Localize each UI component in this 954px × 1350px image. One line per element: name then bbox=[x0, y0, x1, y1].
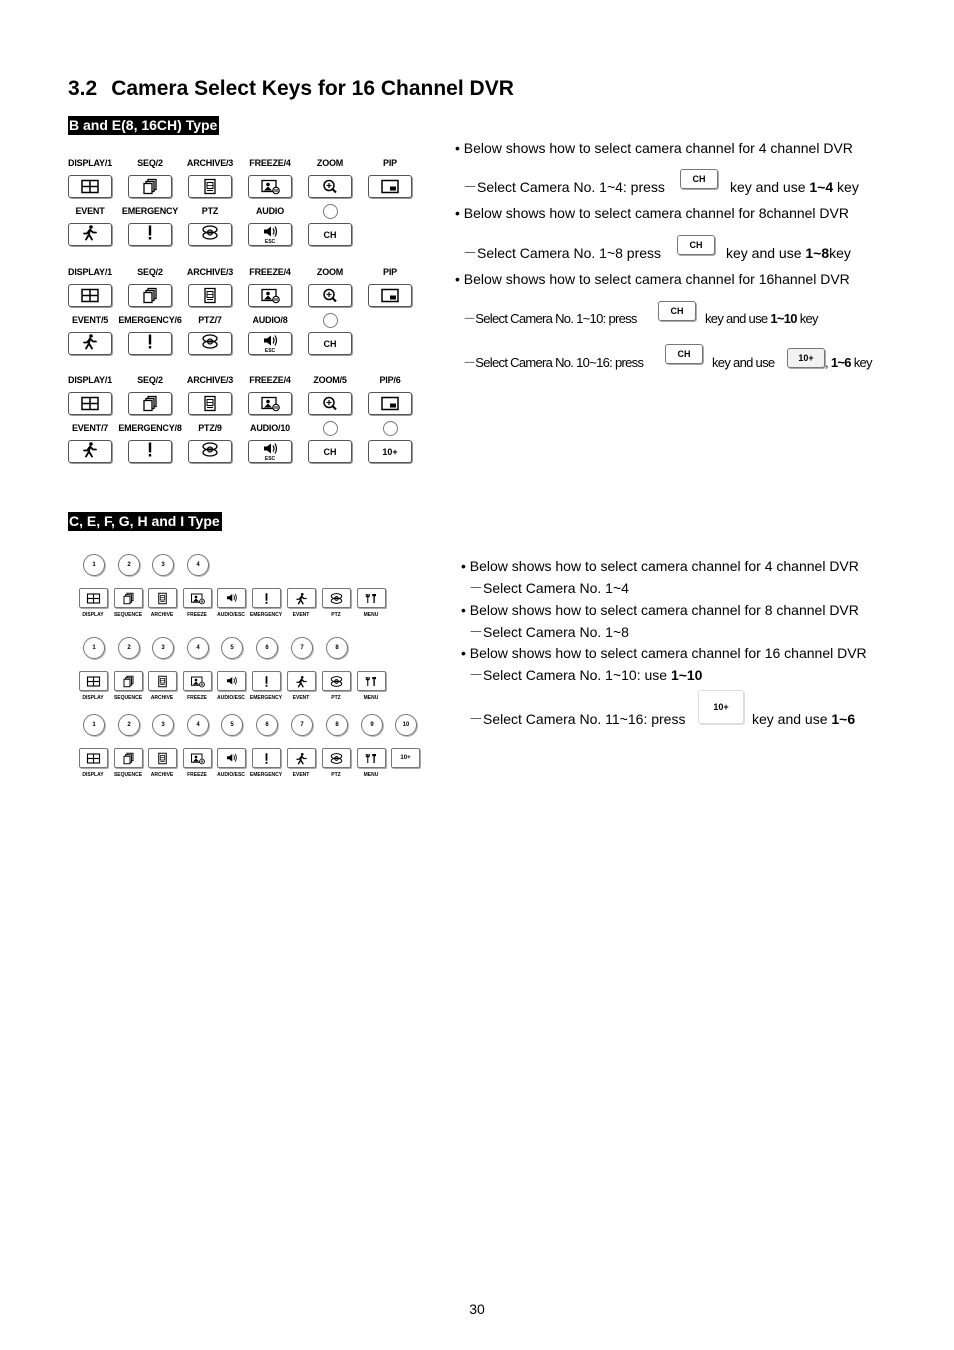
seq-icon bbox=[121, 592, 136, 605]
number-button-1[interactable]: 1 bbox=[83, 714, 105, 736]
freeze-icon bbox=[260, 395, 280, 412]
emergency-key-label: EMERGENCY/8 bbox=[118, 423, 182, 433]
ptz-key-label: PTZ/7 bbox=[198, 315, 222, 325]
pip-key-label: PIP bbox=[383, 158, 397, 168]
number-button-1[interactable]: 1 bbox=[83, 554, 105, 576]
event-key[interactable] bbox=[287, 748, 316, 768]
freeze-key[interactable] bbox=[248, 284, 292, 307]
event-key[interactable] bbox=[287, 671, 316, 691]
audio-key-label: AUDIO/10 bbox=[250, 423, 290, 433]
ptz-icon bbox=[200, 333, 220, 350]
emergency-key-label: EMERGENCY bbox=[249, 695, 283, 701]
s2-bullet-16ch: • Below shows how to select camera channel for 16 channel DVR bbox=[461, 645, 867, 661]
freeze-icon bbox=[190, 675, 205, 688]
ptz-key-label: PTZ bbox=[331, 612, 341, 618]
audio-esc-key[interactable] bbox=[217, 748, 246, 768]
freeze-icon bbox=[260, 287, 280, 304]
ptz-icon bbox=[200, 224, 220, 241]
emergency-key-label: EMERGENCY/6 bbox=[118, 315, 182, 325]
event-key[interactable] bbox=[68, 332, 112, 355]
display-key-label: DISPLAY/1 bbox=[68, 267, 112, 277]
seq-icon bbox=[140, 178, 160, 195]
seq-icon bbox=[121, 675, 136, 688]
s1-step-16ch-b-tail: , 1~6 key bbox=[825, 355, 872, 370]
display-key-label: DISPLAY bbox=[82, 772, 104, 778]
ch-key[interactable]: CH bbox=[308, 440, 352, 463]
s1-step-8ch-tail: key and use 1~8key bbox=[726, 245, 851, 261]
pip-icon bbox=[380, 178, 400, 195]
archive-key[interactable] bbox=[148, 588, 177, 608]
event-key-label: EVENT bbox=[75, 206, 105, 216]
zoom-icon bbox=[320, 178, 340, 195]
archive-key-label: ARCHIVE bbox=[150, 612, 174, 618]
archive-key-label: ARCHIVE/3 bbox=[186, 375, 234, 385]
number-button-2[interactable]: 2 bbox=[118, 637, 140, 659]
event-key-label: EVENT bbox=[292, 772, 310, 778]
number-button-2[interactable]: 2 bbox=[118, 554, 140, 576]
ten-plus-key[interactable]: 10+ bbox=[391, 748, 420, 768]
display-key[interactable] bbox=[68, 284, 112, 307]
menu-key[interactable] bbox=[357, 671, 386, 691]
ptz-key-label: PTZ bbox=[331, 772, 341, 778]
ten-plus-key-inline: 10+ bbox=[787, 348, 825, 368]
audio-esc-key-label: AUDIO/ESC bbox=[217, 772, 245, 778]
ptz-icon bbox=[200, 441, 220, 458]
number-button-7[interactable]: 7 bbox=[291, 714, 313, 736]
event-icon bbox=[294, 675, 309, 688]
audio-esc-key-label: AUDIO/ESC bbox=[217, 612, 245, 618]
archive-key[interactable] bbox=[188, 175, 232, 198]
pip-key[interactable] bbox=[368, 284, 412, 307]
zoom-key[interactable] bbox=[308, 392, 352, 415]
archive-key-label: ARCHIVE bbox=[150, 772, 174, 778]
sequence-key[interactable] bbox=[114, 748, 143, 768]
emergency-key[interactable] bbox=[252, 671, 281, 691]
event-key[interactable] bbox=[287, 588, 316, 608]
s2-step-8ch: －Select Camera No. 1~8 bbox=[469, 624, 629, 640]
ch-key-inline: CH bbox=[658, 301, 696, 321]
seq-icon bbox=[140, 395, 160, 412]
number-button-6[interactable]: 6 bbox=[256, 714, 278, 736]
audio-esc-key[interactable] bbox=[217, 671, 246, 691]
emergency-key-label: EMERGENCY bbox=[249, 772, 283, 778]
s1-step-16ch-a-tail: key and use 1~10 key bbox=[705, 311, 818, 326]
ch-key-inline: CH bbox=[665, 344, 703, 364]
section1-band: B and E(8, 16CH) Type bbox=[69, 117, 218, 133]
menu-key-label: MENU bbox=[363, 612, 379, 618]
menu-icon bbox=[364, 592, 379, 605]
sequence-key[interactable] bbox=[114, 588, 143, 608]
ptz-key-label: PTZ/9 bbox=[198, 423, 222, 433]
event-icon bbox=[80, 441, 100, 458]
s1-bullet-16ch: • Below shows how to select camera channel for 16hannel DVR bbox=[455, 271, 850, 287]
archive-icon bbox=[155, 675, 170, 688]
emergency-icon bbox=[140, 224, 160, 241]
s1-step-4ch: －Select Camera No. 1~4: press bbox=[463, 179, 665, 195]
emergency-key-label: EMERGENCY bbox=[249, 612, 283, 618]
zoom-key-label: ZOOM bbox=[316, 267, 344, 277]
ch-key[interactable]: CH bbox=[308, 332, 352, 355]
archive-icon bbox=[200, 178, 220, 195]
esc-label: ESC bbox=[264, 348, 276, 354]
number-button-6[interactable]: 6 bbox=[256, 637, 278, 659]
ptz-key[interactable] bbox=[188, 223, 232, 246]
number-button-7[interactable]: 7 bbox=[291, 637, 313, 659]
emergency-icon bbox=[140, 441, 160, 458]
ptz-icon bbox=[329, 675, 344, 688]
event-key-label: EVENT/5 bbox=[71, 315, 109, 325]
zoom-icon bbox=[320, 287, 340, 304]
display-key-label: DISPLAY/1 bbox=[68, 158, 112, 168]
pip-key[interactable] bbox=[368, 175, 412, 198]
section2-band: C, E, F, G, H and I Type bbox=[69, 513, 220, 529]
s1-step-8ch: －Select Camera No. 1~8 press bbox=[463, 245, 662, 261]
ten-plus-key[interactable]: 10+ bbox=[368, 440, 412, 463]
display-icon bbox=[80, 287, 100, 304]
s2-step-16ch-b: －Select Camera No. 11~16: press bbox=[469, 711, 686, 727]
archive-key-label: ARCHIVE/3 bbox=[186, 267, 234, 277]
esc-label: ESC bbox=[264, 239, 276, 245]
ptz-icon bbox=[329, 592, 344, 605]
menu-key[interactable] bbox=[357, 588, 386, 608]
number-button-4[interactable]: 4 bbox=[187, 637, 209, 659]
display-icon bbox=[86, 675, 101, 688]
s1-step-16ch-a: －Select Camera No. 1~10: press bbox=[463, 311, 637, 326]
number-button-8[interactable]: 8 bbox=[326, 637, 348, 659]
number-button-2[interactable]: 2 bbox=[118, 714, 140, 736]
seq-key-label: SEQ/2 bbox=[137, 267, 163, 277]
event-key[interactable] bbox=[68, 440, 112, 463]
audio-key-label: AUDIO bbox=[256, 206, 284, 216]
display-icon bbox=[80, 178, 100, 195]
emergency-icon bbox=[259, 592, 274, 605]
sequence-key-label: SEQUENCE bbox=[113, 612, 143, 618]
freeze-key[interactable] bbox=[183, 671, 212, 691]
sequence-key-label: SEQUENCE bbox=[113, 772, 143, 778]
menu-icon bbox=[364, 675, 379, 688]
number-button-4[interactable]: 4 bbox=[187, 714, 209, 736]
ch-key-inline: CH bbox=[677, 235, 715, 255]
seq-key[interactable] bbox=[128, 175, 172, 198]
menu-key-label: MENU bbox=[363, 695, 379, 701]
zoom-key[interactable] bbox=[308, 175, 352, 198]
page-number: 30 bbox=[469, 1301, 485, 1317]
number-button-3[interactable]: 3 bbox=[152, 714, 174, 736]
number-button-9[interactable]: 9 bbox=[361, 714, 383, 736]
s2-step-16ch-a: －Select Camera No. 1~10: use 1~10 bbox=[469, 667, 703, 683]
menu-icon bbox=[364, 752, 379, 765]
archive-icon bbox=[155, 752, 170, 765]
pip-icon bbox=[380, 287, 400, 304]
s1-step-16ch-b-mid: key and use bbox=[712, 355, 775, 370]
event-key-label: EVENT bbox=[292, 695, 310, 701]
event-icon bbox=[80, 224, 100, 241]
s2-step-4ch: －Select Camera No. 1~4 bbox=[469, 580, 629, 596]
freeze-key-label: FREEZE bbox=[187, 612, 207, 618]
emergency-icon bbox=[259, 752, 274, 765]
freeze-icon bbox=[190, 752, 205, 765]
number-button-10[interactable]: 10 bbox=[395, 714, 417, 736]
number-button-3[interactable]: 3 bbox=[152, 637, 174, 659]
ptz-key-label: PTZ bbox=[331, 695, 341, 701]
ch-key-inline: CH bbox=[680, 169, 718, 189]
s1-step-4ch-tail: key and use 1~4 key bbox=[730, 179, 859, 195]
archive-key-label: ARCHIVE bbox=[150, 695, 174, 701]
number-button-3[interactable]: 3 bbox=[152, 554, 174, 576]
pip-key-label: PIP/6 bbox=[379, 375, 401, 385]
esc-label: ESC bbox=[264, 456, 276, 462]
s2-bullet-8ch: • Below shows how to select camera channel for 8 channel DVR bbox=[461, 602, 859, 618]
number-button-8[interactable]: 8 bbox=[326, 714, 348, 736]
seq-key-label: SEQ/2 bbox=[137, 158, 163, 168]
section-heading: 3.2 Camera Select Keys for 16 Channel DVR bbox=[68, 77, 514, 100]
audio-esc-key-label: AUDIO/ESC bbox=[217, 695, 245, 701]
emergency-key-label: EMERGENCY bbox=[121, 206, 179, 216]
indicator-led bbox=[323, 421, 338, 436]
ptz-key[interactable] bbox=[322, 748, 351, 768]
ptz-key[interactable] bbox=[322, 588, 351, 608]
freeze-icon bbox=[260, 178, 280, 195]
seq-key-label: SEQ/2 bbox=[137, 375, 163, 385]
menu-key[interactable] bbox=[357, 748, 386, 768]
freeze-key[interactable] bbox=[248, 392, 292, 415]
audio-icon bbox=[224, 592, 239, 605]
ptz-key-label: PTZ bbox=[201, 206, 219, 216]
display-icon bbox=[86, 592, 101, 605]
emergency-key[interactable] bbox=[128, 440, 172, 463]
display-icon bbox=[80, 395, 100, 412]
indicator-led bbox=[323, 204, 338, 219]
zoom-icon bbox=[320, 395, 340, 412]
seq-icon bbox=[121, 752, 136, 765]
indicator-led bbox=[323, 313, 338, 328]
audio-key[interactable] bbox=[248, 440, 292, 463]
ten-plus-key-inline: 10+ bbox=[698, 690, 744, 724]
s2-bullet-4ch: • Below shows how to select camera channel for 4 channel DVR bbox=[461, 558, 859, 574]
archive-key[interactable] bbox=[148, 748, 177, 768]
sequence-key-label: SEQUENCE bbox=[113, 695, 143, 701]
freeze-key-label: FREEZE bbox=[187, 695, 207, 701]
emergency-key[interactable] bbox=[128, 332, 172, 355]
freeze-key[interactable] bbox=[248, 175, 292, 198]
ptz-icon bbox=[329, 752, 344, 765]
seq-icon bbox=[140, 287, 160, 304]
emergency-icon bbox=[140, 333, 160, 350]
event-icon bbox=[294, 752, 309, 765]
display-key[interactable] bbox=[68, 175, 112, 198]
freeze-key-label: FREEZE/4 bbox=[249, 267, 291, 277]
display-key[interactable] bbox=[79, 671, 108, 691]
ch-key[interactable]: CH bbox=[308, 223, 352, 246]
archive-icon bbox=[155, 592, 170, 605]
audio-esc-key[interactable] bbox=[217, 588, 246, 608]
audio-key-label: AUDIO/8 bbox=[252, 315, 288, 325]
zoom-key-label: ZOOM/5 bbox=[313, 375, 347, 385]
pip-key-label: PIP bbox=[383, 267, 397, 277]
event-icon bbox=[294, 592, 309, 605]
sequence-key[interactable] bbox=[114, 671, 143, 691]
freeze-icon bbox=[190, 592, 205, 605]
event-key-label: EVENT bbox=[292, 612, 310, 618]
indicator-led bbox=[383, 421, 398, 436]
archive-icon bbox=[200, 287, 220, 304]
event-icon bbox=[80, 333, 100, 350]
freeze-key[interactable] bbox=[183, 588, 212, 608]
display-key[interactable] bbox=[79, 748, 108, 768]
display-key-label: DISPLAY bbox=[82, 695, 104, 701]
emergency-key[interactable] bbox=[128, 223, 172, 246]
zoom-key[interactable] bbox=[308, 284, 352, 307]
archive-key[interactable] bbox=[188, 284, 232, 307]
archive-key-label: ARCHIVE/3 bbox=[186, 158, 234, 168]
archive-key[interactable] bbox=[188, 392, 232, 415]
display-key[interactable] bbox=[68, 392, 112, 415]
seq-key[interactable] bbox=[128, 392, 172, 415]
s2-step-16ch-b-tail: key and use 1~6 bbox=[752, 711, 856, 727]
audio-key[interactable] bbox=[248, 332, 292, 355]
display-icon bbox=[86, 752, 101, 765]
seq-key[interactable] bbox=[128, 284, 172, 307]
freeze-key-label: FREEZE bbox=[187, 772, 207, 778]
display-key[interactable] bbox=[79, 588, 108, 608]
audio-key[interactable] bbox=[248, 223, 292, 246]
number-button-5[interactable]: 5 bbox=[221, 637, 243, 659]
display-key-label: DISPLAY/1 bbox=[68, 375, 112, 385]
ptz-key[interactable] bbox=[188, 440, 232, 463]
menu-key-label: MENU bbox=[363, 772, 379, 778]
display-key-label: DISPLAY bbox=[82, 612, 104, 618]
archive-key[interactable] bbox=[148, 671, 177, 691]
number-button-5[interactable]: 5 bbox=[221, 714, 243, 736]
zoom-key-label: ZOOM bbox=[316, 158, 344, 168]
pip-key[interactable] bbox=[368, 392, 412, 415]
emergency-key[interactable] bbox=[252, 748, 281, 768]
number-button-1[interactable]: 1 bbox=[83, 637, 105, 659]
event-key-label: EVENT/7 bbox=[71, 423, 109, 433]
freeze-key-label: FREEZE/4 bbox=[249, 375, 291, 385]
emergency-icon bbox=[259, 675, 274, 688]
pip-icon bbox=[380, 395, 400, 412]
archive-icon bbox=[200, 395, 220, 412]
s1-step-16ch-b: －Select Camera No. 10~16: press bbox=[463, 355, 644, 370]
s1-bullet-8ch: • Below shows how to select camera channel for 8channel DVR bbox=[455, 205, 849, 221]
freeze-key[interactable] bbox=[183, 748, 212, 768]
event-key[interactable] bbox=[68, 223, 112, 246]
audio-icon bbox=[224, 752, 239, 765]
ptz-key[interactable] bbox=[322, 671, 351, 691]
audio-icon bbox=[224, 675, 239, 688]
ptz-key[interactable] bbox=[188, 332, 232, 355]
number-button-4[interactable]: 4 bbox=[187, 554, 209, 576]
freeze-key-label: FREEZE/4 bbox=[249, 158, 291, 168]
emergency-key[interactable] bbox=[252, 588, 281, 608]
s1-bullet-4ch: • Below shows how to select camera channel for 4 channel DVR bbox=[455, 140, 853, 156]
